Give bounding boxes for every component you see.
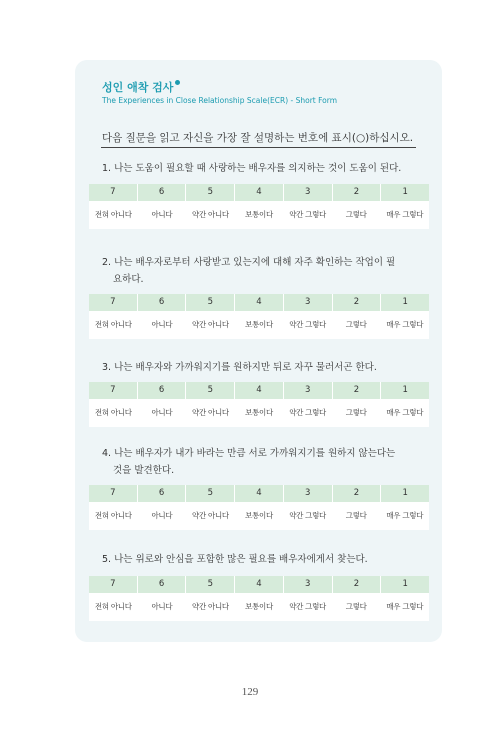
- scale-option-2[interactable]: 2: [333, 485, 382, 502]
- scale-option-1[interactable]: 1: [402, 385, 408, 395]
- scale-option-4[interactable]: 4: [235, 184, 284, 201]
- page-subtitle: The Experiences in Close Relationship Scale(ECR) - Short Form: [102, 96, 338, 105]
- scale-option-5[interactable]: 5: [186, 576, 235, 593]
- scale-option-3[interactable]: 3: [284, 184, 333, 201]
- scale-label: 매우 그렇다: [386, 408, 424, 417]
- scale-label: 그렇다: [345, 210, 367, 219]
- scale-label: 보통이다: [245, 511, 273, 520]
- scale-option-4[interactable]: 4: [235, 294, 284, 311]
- scale-label: 매우 그렇다: [386, 511, 424, 520]
- scale-label: 그렇다: [345, 408, 367, 417]
- scale-option-6[interactable]: 6: [138, 184, 187, 201]
- scale-option-4[interactable]: 4: [235, 576, 284, 593]
- scale-label: 약간 아니다: [192, 602, 229, 611]
- scale-option-3[interactable]: 3: [284, 485, 333, 502]
- scale-label: 보통이다: [245, 320, 273, 329]
- question-number: 1.: [102, 163, 112, 174]
- instruction-text: 다음 질문을 읽고 자신을 가장 잘 설명하는 번호에 표시(○)하십시오.: [102, 132, 414, 144]
- scale-option-7[interactable]: 7: [89, 382, 138, 399]
- instruction-underline: [101, 147, 416, 148]
- scale-label: 약간 아니다: [192, 320, 229, 329]
- scale-option-7[interactable]: 7: [89, 294, 138, 311]
- scale-label: 약간 아니다: [192, 210, 229, 219]
- scale-label: 약간 그렇다: [289, 511, 326, 520]
- bullet-dot-icon: [175, 80, 180, 85]
- page-title: [102, 79, 180, 95]
- question-text: 나는 배우자가 내가 바라는 만큼 서로 가까워지기를 원하지 않는다는: [114, 448, 396, 459]
- scale-option-6[interactable]: 6: [138, 294, 187, 311]
- scale-option-6[interactable]: 6: [138, 576, 187, 593]
- question-number: 5.: [102, 554, 112, 565]
- scale-label: 그렇다: [345, 511, 367, 520]
- question-1: [102, 160, 414, 177]
- question-2: [102, 254, 414, 288]
- scale-option-5[interactable]: 5: [186, 485, 235, 502]
- question-text: 나는 위로와 안심을 포함한 많은 필요를 배우자에게서 찾는다.: [114, 554, 368, 565]
- scale-option-3[interactable]: 3: [284, 576, 333, 593]
- question-text: 나는 도움이 필요할 때 사랑하는 배우자를 의지하는 것이 도움이 된다.: [114, 163, 402, 174]
- scale-label: 아니다: [151, 408, 173, 417]
- scale-option-3[interactable]: 3: [284, 382, 333, 399]
- scale-label: 약간 그렇다: [289, 320, 326, 329]
- question-number: 2.: [102, 257, 112, 268]
- scale-2: [89, 294, 429, 339]
- scale-label: 전혀 아니다: [94, 408, 132, 417]
- scale-label: 약간 그렇다: [289, 602, 326, 611]
- scale-label: 매우 그렇다: [386, 602, 424, 611]
- scale-option-1[interactable]: 1: [402, 187, 408, 197]
- question-text-continued: 것을 발견한다.: [113, 465, 175, 476]
- scale-label: 아니다: [151, 210, 173, 219]
- question-number: 4.: [102, 448, 112, 459]
- scale-option-6[interactable]: 6: [138, 382, 187, 399]
- scale-option-2[interactable]: 2: [333, 294, 382, 311]
- question-4: [102, 445, 414, 479]
- question-3: [102, 359, 414, 376]
- title-text: 성인 애착 검사: [102, 81, 174, 94]
- scale-option-1[interactable]: 1: [402, 579, 408, 589]
- scale-4: [89, 485, 429, 530]
- scale-label: 매우 그렇다: [386, 320, 424, 329]
- scale-option-5[interactable]: 5: [186, 184, 235, 201]
- question-text-continued: 요하다.: [113, 274, 144, 285]
- scale-option-5[interactable]: 5: [186, 294, 235, 311]
- question-5: [102, 551, 414, 568]
- scale-label: 약간 그렇다: [289, 408, 326, 417]
- scale-label: 전혀 아니다: [94, 602, 132, 611]
- scale-label: 전혀 아니다: [94, 511, 132, 520]
- scale-label: 약간 그렇다: [289, 210, 326, 219]
- question-text: 나는 배우자로부터 사랑받고 있는지에 대해 자주 확인하는 작업이 필: [114, 257, 396, 268]
- scale-label: 보통이다: [245, 210, 273, 219]
- scale-label: 전혀 아니다: [94, 320, 132, 329]
- scale-label: 매우 그렇다: [386, 210, 424, 219]
- scale-option-7[interactable]: 7: [89, 576, 138, 593]
- scale-option-6[interactable]: 6: [138, 485, 187, 502]
- scale-option-1[interactable]: 1: [402, 297, 408, 307]
- scale-option-7[interactable]: 7: [89, 485, 138, 502]
- scale-option-2[interactable]: 2: [333, 184, 382, 201]
- scale-option-1[interactable]: 1: [402, 488, 408, 498]
- question-text: 나는 배우자와 가까워지기를 원하지만 뒤로 자꾸 물러서곤 한다.: [114, 362, 377, 373]
- scale-label: 전혀 아니다: [94, 210, 132, 219]
- scale-label: 약간 아니다: [192, 511, 229, 520]
- scale-label: 약간 아니다: [192, 408, 229, 417]
- scale-option-4[interactable]: 4: [235, 485, 284, 502]
- page-number: 129: [241, 686, 259, 698]
- scale-label: 아니다: [151, 320, 173, 329]
- scale-option-7[interactable]: 7: [89, 184, 138, 201]
- scale-label: 아니다: [151, 511, 173, 520]
- scale-5: [89, 576, 429, 621]
- scale-label: 아니다: [151, 602, 173, 611]
- scale-option-2[interactable]: 2: [333, 382, 382, 399]
- scale-option-2[interactable]: 2: [333, 576, 382, 593]
- scale-option-4[interactable]: 4: [235, 382, 284, 399]
- scale-label: 보통이다: [245, 602, 273, 611]
- scale-label: 그렇다: [345, 602, 367, 611]
- scale-option-5[interactable]: 5: [186, 382, 235, 399]
- scale-label: 그렇다: [345, 320, 367, 329]
- scale-3: [89, 382, 429, 427]
- scale-label: 보통이다: [245, 408, 273, 417]
- scale-1: [89, 184, 429, 229]
- scale-option-3[interactable]: 3: [284, 294, 333, 311]
- question-number: 3.: [102, 362, 112, 373]
